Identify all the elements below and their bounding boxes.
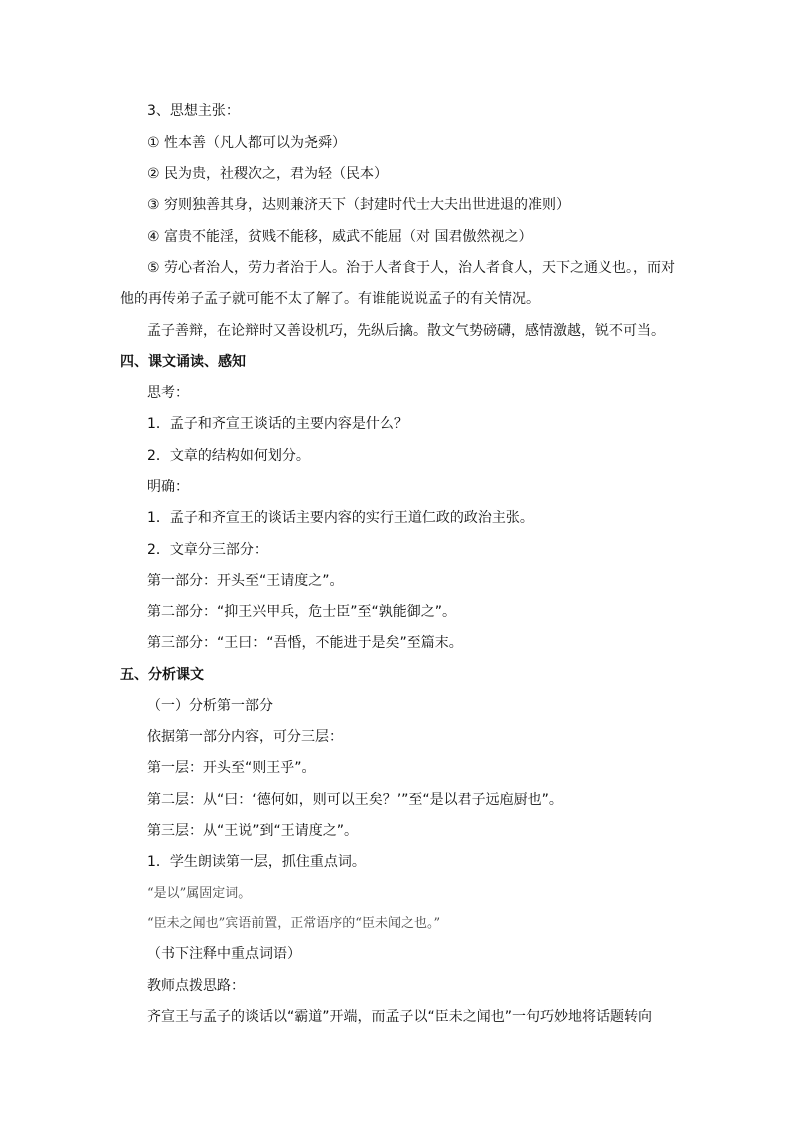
- text-line: “臣未之闻也”宾语前置，正常语序的“臣未闻之也。”: [147, 916, 441, 931]
- text-line: 第三部分：“王曰：“吾惛，不能进于是矣”至篇末。: [147, 635, 463, 651]
- text-line: 思考：: [147, 385, 189, 401]
- text-line: 1．学生朗读第一层，抓住重点词。: [147, 854, 366, 870]
- text-line: 孟子善辩，在论辩时又善设机巧，先纵后擒。散文气势磅礴，感情激越，锐不可当。: [147, 323, 665, 339]
- text-line: 3、思想主张：: [147, 103, 240, 119]
- text-line: 1．孟子和齐宣王的谈话主要内容的实行王道仁政的政治主张。: [147, 510, 534, 526]
- text-line: 明确：: [147, 479, 189, 495]
- section-heading: 四、课文诵读、感知: [120, 354, 246, 370]
- text-line: 第二层：从“曰：‘德何如，则可以王矣？’”至“是以君子远庖厨也”。: [147, 792, 563, 808]
- text-line: 第一层：开头至“则王乎”。: [147, 760, 316, 776]
- text-line: 第二部分：“抑王兴甲兵，危士臣”至“孰能御之”。: [147, 604, 457, 620]
- text-line: 第三层：从“王说”到“王请度之”。: [147, 823, 359, 839]
- text-line: （书下注释中重点词语）: [147, 946, 301, 962]
- text-line: ⑤ 劳心者治人，劳力者治于人。治于人者食于人，治人者食人，天下之通义也。，而对: [147, 260, 675, 276]
- text-line: ① 性本善（凡人都可以为尧舜）: [147, 135, 347, 151]
- text-line: ② 民为贵，社稷次之，君为轻（民本）: [147, 166, 388, 182]
- section-heading: 五、分析课文: [120, 667, 204, 683]
- text-line: 依据第一部分内容，可分三层：: [147, 729, 343, 745]
- text-line: ④ 富贵不能淫，贫贱不能移，威武不能屈（对 国君傲然视之）: [147, 229, 533, 245]
- text-line: 2．文章的结构如何划分。: [147, 448, 310, 464]
- text-line: 1．孟子和齐宣王谈话的主要内容是什么？: [147, 416, 408, 432]
- text-line: ③ 穷则独善其身，达则兼济天下（封建时代士大夫出世进退的准则）: [147, 197, 570, 213]
- text-line: （一）分析第一部分: [147, 698, 273, 714]
- text-line: 第一部分：开头至“王请度之”。: [147, 573, 344, 589]
- text-line: “是以”属固定词。: [147, 886, 252, 901]
- text-line: 2．文章分三部分：: [147, 542, 268, 558]
- text-line: 齐宣王与孟子的谈话以“霸道”开端，而孟子以“臣未之闻也”一句巧妙地将话题转向: [147, 1009, 653, 1025]
- text-line: 他的再传弟子孟子就可能不太了解了。有谁能说说孟子的有关情况。: [120, 291, 540, 307]
- text-line: 教师点拨思路：: [147, 978, 245, 994]
